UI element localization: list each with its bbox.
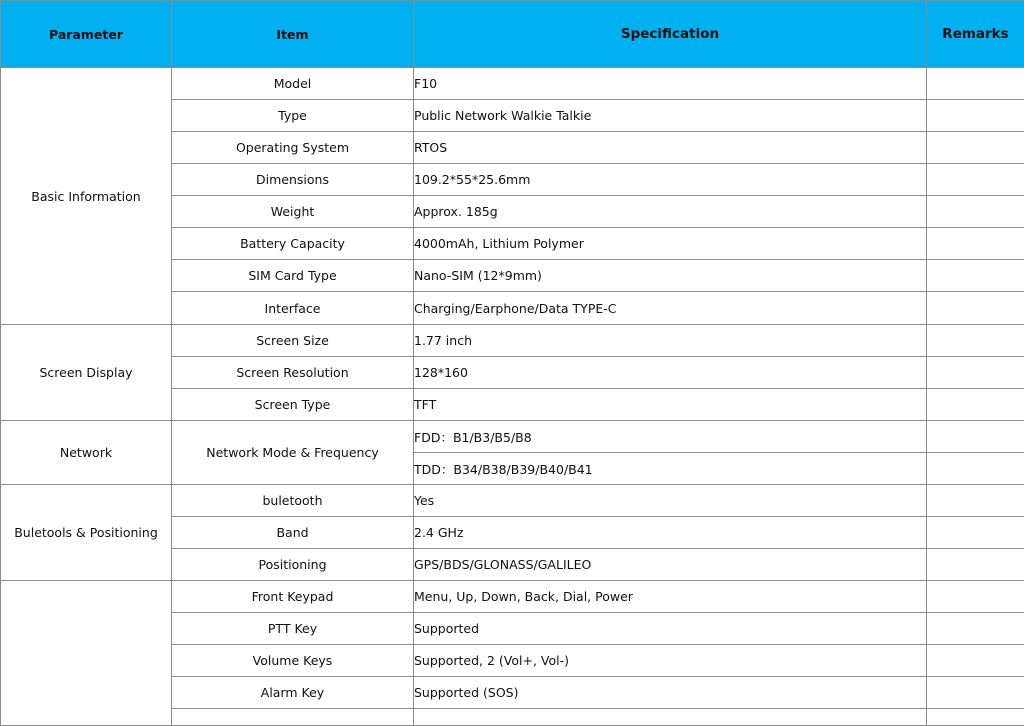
- spec-value: F10: [414, 68, 927, 100]
- spec-value: Nano-SIM (12*9mm): [414, 260, 927, 292]
- table-row: [1, 325, 1024, 357]
- remarks-cell: [927, 709, 1024, 726]
- spec-value: Charging/Earphone/Data TYPE-C: [414, 292, 927, 325]
- header-parameter: Parameter: [1, 1, 172, 68]
- remarks-cell: [927, 357, 1024, 389]
- spec-value: Public Network Walkie Talkie: [414, 100, 927, 132]
- remarks-cell: [927, 421, 1024, 453]
- remarks-cell: [927, 485, 1024, 517]
- item-cell: Screen Type: [172, 389, 414, 421]
- item-cell: Dimensions: [172, 164, 414, 196]
- item-cell: Model: [172, 68, 414, 100]
- remarks-cell: [927, 549, 1024, 581]
- header-row: [1, 1, 1024, 68]
- item-cell: Alarm Key: [172, 677, 414, 709]
- remarks-cell: [927, 677, 1024, 709]
- spec-value: Supported: [414, 613, 927, 645]
- group-network: Network: [1, 421, 172, 485]
- table-row: [1, 581, 1024, 613]
- remarks-cell: [927, 292, 1024, 325]
- spec-value: [414, 709, 927, 726]
- item-cell: Band: [172, 517, 414, 549]
- item-cell: Screen Resolution: [172, 357, 414, 389]
- item-cell: Screen Size: [172, 325, 414, 357]
- remarks-cell: [927, 517, 1024, 549]
- remarks-cell: [927, 325, 1024, 357]
- group-keys: [1, 581, 172, 726]
- remarks-cell: [927, 68, 1024, 100]
- remarks-cell: [927, 645, 1024, 677]
- spec-value: 4000mAh, Lithium Polymer: [414, 228, 927, 260]
- item-cell: [172, 709, 414, 726]
- group-screen-display: Screen Display: [1, 325, 172, 421]
- item-cell: Front Keypad: [172, 581, 414, 613]
- remarks-cell: [927, 613, 1024, 645]
- spec-value: Supported (SOS): [414, 677, 927, 709]
- item-cell: Battery Capacity: [172, 228, 414, 260]
- remarks-cell: [927, 164, 1024, 196]
- spec-value: 1.77 inch: [414, 325, 927, 357]
- spec-value: FDD：B1/B3/B5/B8: [414, 421, 927, 453]
- item-cell: PTT Key: [172, 613, 414, 645]
- spec-value: TFT: [414, 389, 927, 421]
- spec-value: 109.2*55*25.6mm: [414, 164, 927, 196]
- table-row: [1, 485, 1024, 517]
- remarks-cell: [927, 132, 1024, 164]
- table-row: [1, 68, 1024, 100]
- spec-value: Yes: [414, 485, 927, 517]
- table-row: [1, 421, 1024, 453]
- spec-value: Menu, Up, Down, Back, Dial, Power: [414, 581, 927, 613]
- spec-value: TDD：B34/B38/B39/B40/B41: [414, 453, 927, 485]
- item-cell: Weight: [172, 196, 414, 228]
- spec-value: 128*160: [414, 357, 927, 389]
- item-cell: SIM Card Type: [172, 260, 414, 292]
- item-cell: Interface: [172, 292, 414, 325]
- spec-value: GPS/BDS/GLONASS/GALILEO: [414, 549, 927, 581]
- remarks-cell: [927, 228, 1024, 260]
- remarks-cell: [927, 581, 1024, 613]
- spec-value: 2.4 GHz: [414, 517, 927, 549]
- remarks-cell: [927, 453, 1024, 485]
- header-remarks: Remarks: [927, 1, 1024, 68]
- remarks-cell: [927, 260, 1024, 292]
- item-cell: Network Mode & Frequency: [172, 421, 414, 485]
- spec-value: RTOS: [414, 132, 927, 164]
- item-cell: Volume Keys: [172, 645, 414, 677]
- remarks-cell: [927, 100, 1024, 132]
- remarks-cell: [927, 389, 1024, 421]
- header-item: Item: [172, 1, 414, 68]
- group-bluetooth-positioning: Buletools & Positioning: [1, 485, 172, 581]
- spec-value: Approx. 185g: [414, 196, 927, 228]
- item-cell: Operating System: [172, 132, 414, 164]
- spec-value: Supported, 2 (Vol+, Vol-): [414, 645, 927, 677]
- item-cell: Positioning: [172, 549, 414, 581]
- item-cell: buletooth: [172, 485, 414, 517]
- header-specification: Specification: [414, 1, 927, 68]
- group-basic-information: Basic Information: [1, 68, 172, 325]
- remarks-cell: [927, 196, 1024, 228]
- item-cell: Type: [172, 100, 414, 132]
